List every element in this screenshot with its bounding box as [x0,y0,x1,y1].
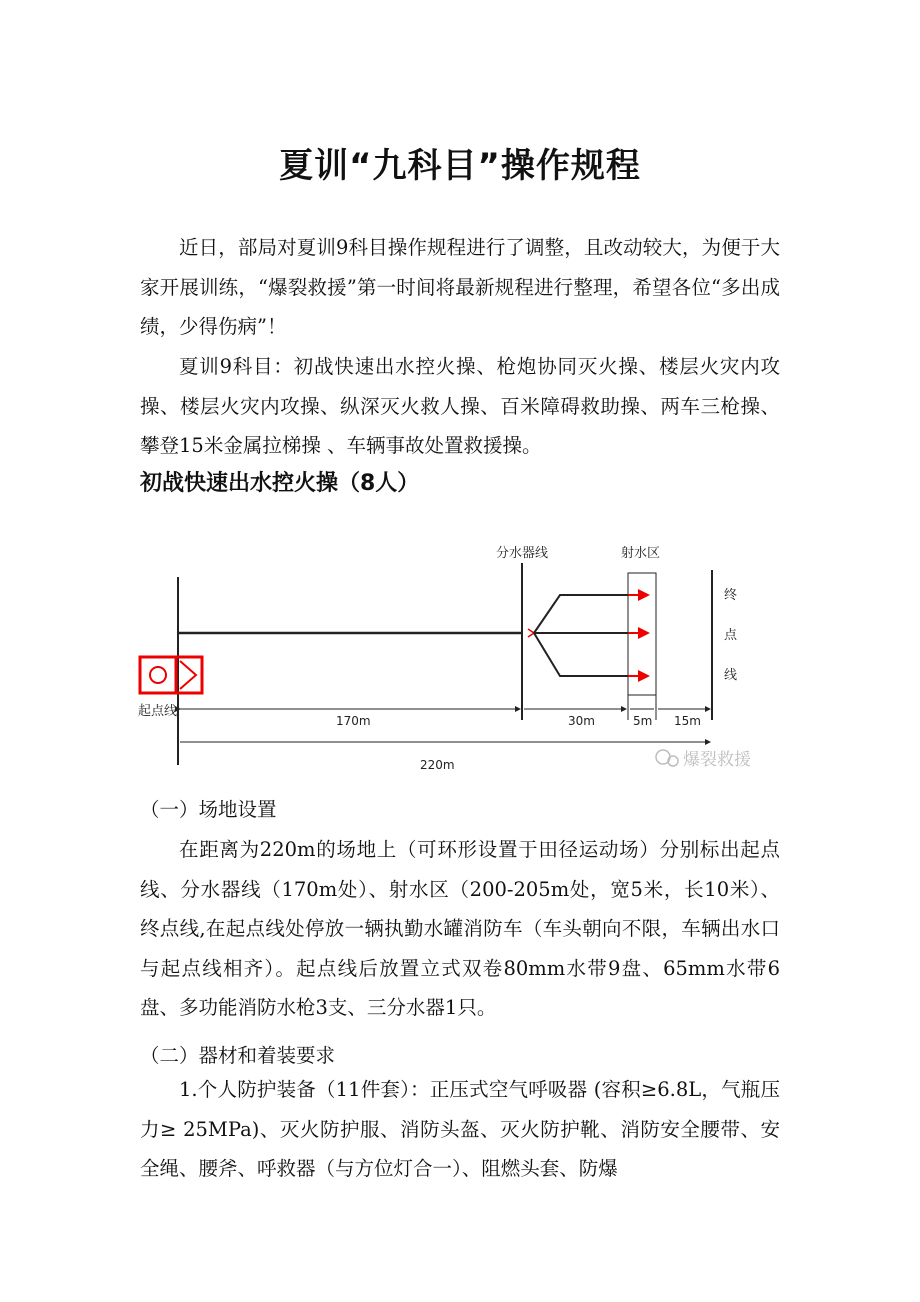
label-end-1: 终 [724,588,738,603]
label-end-2: 点 [724,628,738,643]
sub2-paragraph: 1.个人防护装备（11件套）：正压式空气呼吸器 (容积≥6.8L，气瓶压力≥ 25MPa)、灭火防护服、消防头盔、灭火防护靴、消防安全腰带、安全绳、腰斧、呼救器（与方位灯合一）、阻燃头套、防爆 [140,1078,780,1180]
intro-paragraph: 近日，部局对夏训9科目操作规程进行了调整，且改动较大，为便于大家开展训练，“爆裂救援”第一时间将最新规程进行整理，希望各位“多出成绩，少得伤病”！ [140,236,780,338]
branch-hose-1 [534,595,628,633]
label-splitter: 分水器线 [496,546,549,561]
dim-5m: 5m [633,714,653,728]
section-heading: 初战快速出水控火操（8人） [140,471,420,496]
splitter-node [528,629,534,637]
sub1-paragraph: 在距离为220m的场地上（可环形设置于田径运动场）分别标出起点线、分水器线（170m处）、射水区（200-205m处，宽5米，长10米）、终点线,在起点线处停放一辆执勤水罐消防车（车头朝向不限，车辆出水口与起点线相齐）。起点线后放置立式双卷80mm水带9盘、65mm水带6盘、多功能消防水枪3支、三分水器1只。 [140,838,780,1019]
fire-truck-icon [140,657,202,693]
dim-220m: 220m [420,758,455,772]
page-title: 夏训“九科目”操作规程 [279,146,641,186]
dim-15m: 15m [674,714,701,728]
sub2-heading: （二）器材和着装要求 [140,1044,336,1067]
watermark-text: 爆裂救援 [683,750,751,770]
dim-30m: 30m [568,714,595,728]
label-end-3: 线 [724,668,738,683]
label-start: 起点线 [138,704,178,719]
label-spray-zone: 射水区 [621,546,661,561]
subjects-paragraph: 夏训9科目：初战快速出水控火操、枪炮协同灭火操、楼层火灾内攻操、楼层火灾内攻操、纵深灭火救人操、百米障碍救助操、两车三枪操、攀登15米金属拉梯操 、车辆事故处置救援操。 [140,355,780,457]
dim-170m: 170m [336,714,371,728]
sub1-heading: （一）场地设置 [140,798,277,821]
watermark-logo [656,750,751,770]
branch-hose-3 [534,633,628,676]
site-layout-diagram [130,535,770,780]
